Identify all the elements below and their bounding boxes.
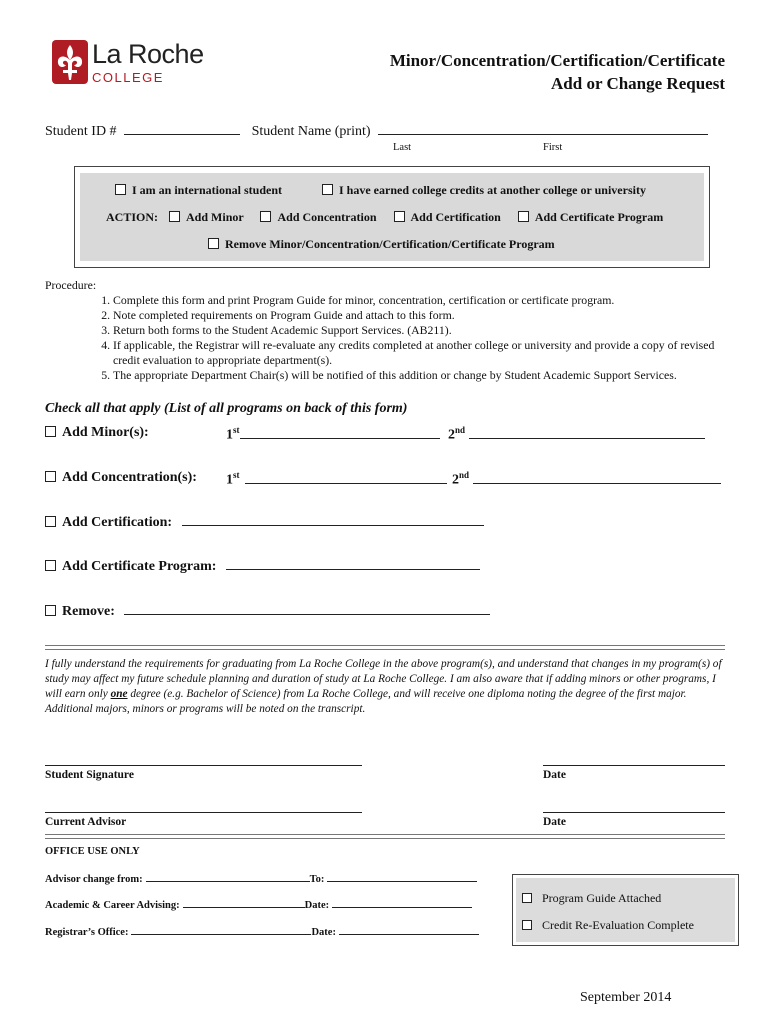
procedure-step: 2. Note completed requirements on Program Guide and attach to this form.: [113, 308, 735, 323]
add-concentration-option[interactable]: Add Concentration: [260, 210, 376, 224]
concentration-second-field[interactable]: [473, 483, 721, 484]
concentration-first-field[interactable]: [245, 483, 447, 484]
academic-advising-date-field[interactable]: [332, 907, 472, 908]
credits-option[interactable]: I have earned college credits at another college or university: [322, 183, 646, 198]
checkbox-icon[interactable]: [260, 211, 271, 222]
last-name-label: Last: [393, 142, 412, 153]
registrar-field[interactable]: [131, 934, 311, 935]
student-id-label: Student ID #: [45, 124, 117, 139]
checkbox-icon[interactable]: [518, 211, 529, 222]
advisor-change-to-field[interactable]: [327, 881, 477, 882]
student-info-row: [45, 124, 725, 140]
procedure-step: 3. Return both forms to the Student Academic Support Services. (AB211).: [113, 323, 735, 338]
academic-advising-row: Academic & Career Advising: Date:: [45, 900, 472, 911]
student-name-field[interactable]: [378, 134, 708, 135]
procedure-section: [45, 278, 735, 383]
minor-second-field[interactable]: [469, 438, 705, 439]
form-title: [390, 49, 725, 95]
advisor-change-from-field[interactable]: [146, 881, 310, 882]
checkbox-icon[interactable]: [322, 184, 333, 195]
first-name-label: First: [543, 142, 563, 153]
checkbox-icon[interactable]: [45, 516, 56, 527]
advisor-change-row: Advisor change from: To:: [45, 874, 477, 885]
action-label: ACTION:: [106, 210, 159, 224]
checkbox-icon[interactable]: [45, 605, 56, 616]
remove-row: Remove:: [45, 604, 490, 620]
office-use-heading: OFFICE USE ONLY: [45, 846, 140, 857]
separator: [45, 834, 725, 839]
add-certificate-program-option[interactable]: Add Certificate Program: [518, 210, 663, 224]
college-sub: COLLEGE: [92, 70, 164, 85]
programs-heading: Check all that apply (List of all programs on back of this form): [45, 401, 408, 416]
office-checklist-box: [512, 874, 739, 946]
form-date: September 2014: [580, 990, 672, 1005]
minor-first-field[interactable]: [240, 438, 440, 439]
remove-option[interactable]: Remove Minor/Concentration/Certification/Certificate Program: [208, 237, 555, 252]
action-box: [74, 166, 710, 268]
procedure-step: 5. The appropriate Department Chair(s) will be notified of this addition or change by Student Academic Support Services.: [113, 368, 735, 383]
date-label-2: Date: [543, 816, 566, 828]
fleur-de-lis-icon: [52, 40, 88, 84]
program-guide-option[interactable]: Program Guide Attached: [522, 891, 661, 906]
checkbox-icon[interactable]: [394, 211, 405, 222]
academic-advising-field[interactable]: [183, 907, 305, 908]
title-line-2: Add or Change Request: [551, 74, 725, 93]
student-signature-line[interactable]: [45, 765, 362, 766]
checkbox-icon[interactable]: [522, 893, 532, 903]
advisor-signature-line[interactable]: [45, 812, 362, 813]
date-line-1[interactable]: [543, 765, 725, 766]
add-concentrations-row: Add Concentration(s): 1st 2nd: [45, 470, 725, 486]
registrar-date-field[interactable]: [339, 934, 479, 935]
add-certification-row: Add Certification:: [45, 515, 484, 531]
international-option[interactable]: I am an international student: [115, 183, 282, 198]
registrar-row: Registrar’s Office: Date:: [45, 927, 479, 938]
date-label-1: Date: [543, 769, 566, 781]
checkbox-icon[interactable]: [522, 920, 532, 930]
checkbox-icon[interactable]: [115, 184, 126, 195]
checkbox-icon[interactable]: [45, 560, 56, 571]
procedure-list: [45, 293, 735, 383]
student-id-field[interactable]: [124, 134, 240, 135]
remove-field[interactable]: [124, 614, 490, 615]
acknowledgement-statement: I fully understand the requirements for graduating from La Roche College in the above program(s), and understand that changes in my program(s) of study may affect my future schedule planning and duration of study at La Roche College. I am also aware that if adding minors or other programs, I will earn only one degree (e.g. Bachelor of Science) from La Roche College, and will receive one diploma noting the degree of the first major. Additional majors, minors or programs will be noted on the transcript.: [45, 658, 722, 715]
action-row: [106, 210, 663, 225]
current-advisor-label: Current Advisor: [45, 816, 127, 828]
checkbox-icon[interactable]: [45, 426, 56, 437]
student-signature-label: Student Signature: [45, 769, 134, 781]
procedure-step: 1. Complete this form and print Program Guide for minor, concentration, certification or certificate program.: [113, 293, 735, 308]
college-name: La Roche: [92, 39, 204, 69]
procedure-step: 4. If applicable, the Registrar will re-evaluate any credits completed at another college or university and provide a copy of revised credit evaluation to appropriate department(s).: [113, 338, 735, 368]
add-minors-row: Add Minor(s): 1st 2nd: [45, 425, 725, 441]
add-minor-option[interactable]: Add Minor: [169, 210, 243, 224]
credit-reevaluation-option[interactable]: Credit Re-Evaluation Complete: [522, 918, 694, 933]
student-name-label: Student Name (print): [251, 124, 371, 139]
date-line-2[interactable]: [543, 812, 725, 813]
emphasis-one: one: [110, 688, 128, 700]
checkbox-icon[interactable]: [208, 238, 219, 249]
separator: [45, 645, 725, 650]
add-certification-option[interactable]: Add Certification: [394, 210, 501, 224]
title-line-1: Minor/Concentration/Certification/Certificate: [389, 51, 725, 70]
certificate-program-field[interactable]: [226, 569, 480, 570]
certification-field[interactable]: [182, 525, 484, 526]
college-logo: [52, 40, 222, 86]
action-box-inner: [80, 173, 704, 261]
checkbox-icon[interactable]: [45, 471, 56, 482]
procedure-heading: Procedure:: [45, 278, 97, 292]
checkbox-icon[interactable]: [169, 211, 180, 222]
add-certificate-program-row: Add Certificate Program:: [45, 559, 480, 575]
